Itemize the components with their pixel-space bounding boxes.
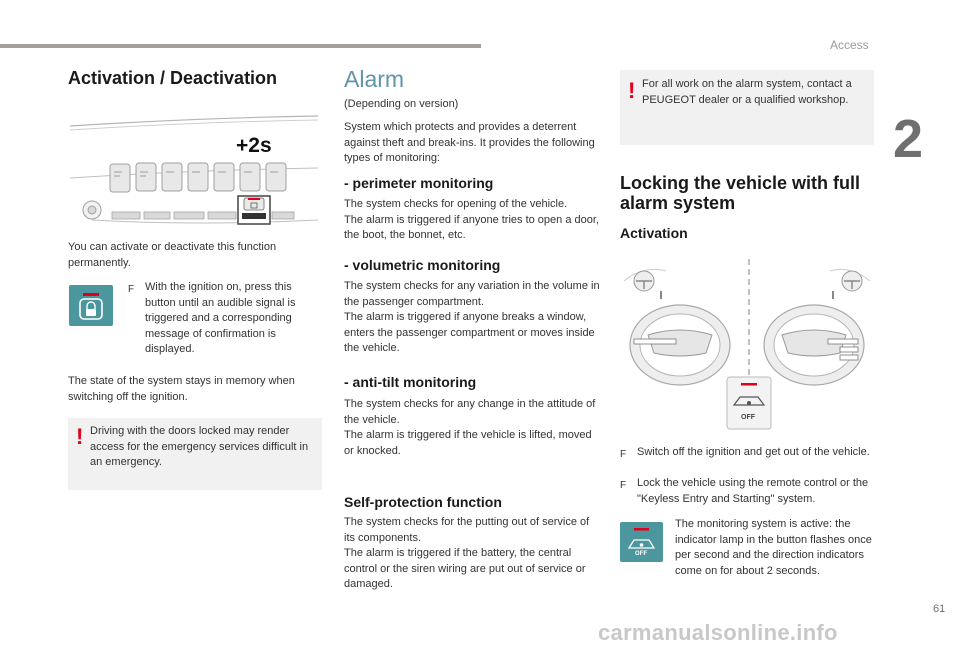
volumetric-body: The system checks for any variation in the volume in the passenger compartment. The alarm is triggered if anyone breaks a window, enters the passenger compartment or moves inside the vehicle. <box>344 280 600 354</box>
section-label: Access <box>830 38 869 52</box>
page-number: 61 <box>933 603 946 615</box>
full-alarm-title: Locking the vehicle with full alarm system <box>620 173 861 213</box>
step-marker: F <box>128 284 135 295</box>
top-rule <box>0 44 481 48</box>
warning-icon: ! <box>628 78 636 103</box>
steering-wheels-icon <box>620 255 874 435</box>
alarm-title: Alarm <box>344 66 405 92</box>
dealer-note-text: For all work on the alarm system, contact a PEUGEOT dealer or a qualified workshop. <box>642 78 852 106</box>
dashboard-illustration <box>620 255 874 435</box>
perimeter-heading: - perimeter monitoring <box>344 175 494 191</box>
alarm-button-icon <box>69 285 113 326</box>
activation-intro: You can activate or deactivate this function permanently. <box>68 241 277 269</box>
emergency-warning-text: Driving with the doors locked may render access for the emergency services difficult in an emergency. <box>90 425 309 468</box>
self-protection-body: The system checks for the putting out of service of its components. The alarm is triggered if the battery, the central control or the siren wiring are put out of service or damaged. <box>344 516 590 590</box>
alarm-off-button-icon <box>620 522 663 562</box>
off-icon-label: OFF <box>635 551 647 557</box>
volumetric-heading: - volumetric monitoring <box>344 257 501 273</box>
console-illustration <box>66 112 322 236</box>
anti-tilt-body: The system checks for any change in the attitude of the vehicle. The alarm is triggered if the vehicle is lifted, moved or knocked. <box>344 398 596 457</box>
activation-subtitle: Activation <box>620 225 688 241</box>
self-protection-heading: Self-protection function <box>344 494 502 510</box>
padlock-icon <box>69 285 113 326</box>
perimeter-body: The system checks for opening of the vehicle. The alarm is triggered if anyone tries to open a door, the boot, the bonnet, etc. <box>344 198 599 241</box>
hold-duration-label: +2s <box>236 134 272 157</box>
off-label: OFF <box>741 414 755 421</box>
dealer-note-box <box>620 70 874 145</box>
bullet-marker: F <box>620 449 627 460</box>
memory-note: The state of the system stays in memory when switching off the ignition. <box>68 375 295 403</box>
anti-tilt-heading: - anti-tilt monitoring <box>344 374 477 390</box>
bullet-switch-off: Switch off the ignition and get out of the vehicle. <box>637 446 870 458</box>
active-status-text: The monitoring system is active: the indicator lamp in the button flashes once per second and the direction indicators come on for about 2 seconds. <box>675 518 872 577</box>
activation-step: With the ignition on, press this button until an audible signal is triggered and a corresponding message of confirmation is displayed. <box>145 281 296 355</box>
warning-icon: ! <box>76 424 84 449</box>
watermark: carmanualsonline.info <box>598 620 838 645</box>
chapter-number: 2 <box>893 109 924 169</box>
alarm-intro: System which protects and provides a deterrent against theft and break-ins. It provides the following types of monitoring: <box>344 121 595 164</box>
console-switches-icon <box>66 112 322 236</box>
bullet-marker: F <box>620 480 627 491</box>
bullet-lock-vehicle: Lock the vehicle using the remote control or the "Keyless Entry and Starting" system. <box>637 477 869 505</box>
activation-title: Activation / Deactivation <box>68 68 278 88</box>
version-note: (Depending on version) <box>344 98 459 110</box>
emergency-warning-box <box>68 418 322 490</box>
